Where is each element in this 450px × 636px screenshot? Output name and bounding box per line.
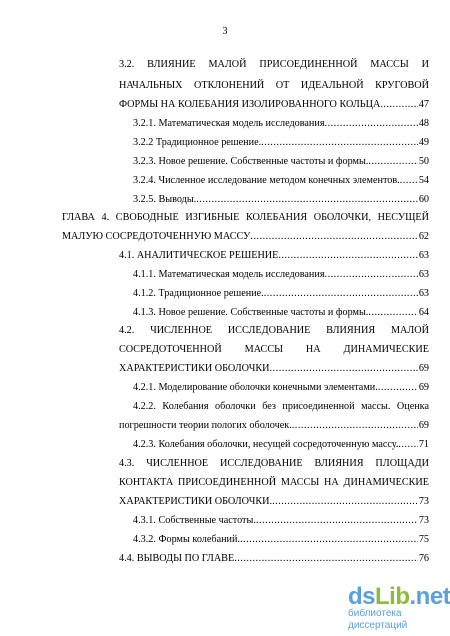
toc-heading-4-3-line1: 4.3. ЧИСЛЕННОЕ ИССЛЕДОВАНИЕ ВЛИЯНИЯ ПЛОЩАДИ	[119, 458, 429, 469]
toc-entry-title: 3.2.4. Численное исследование методом конечных элементов.	[133, 175, 400, 186]
toc-entry-page: 63	[418, 288, 429, 299]
leader-dots	[196, 193, 418, 206]
toc-entry-4-2[interactable]	[119, 362, 429, 375]
toc-entry-3-2-4[interactable]	[133, 174, 429, 187]
dslib-watermark[interactable]	[348, 584, 448, 632]
leader-dots	[250, 230, 417, 243]
leader-dots	[325, 268, 418, 281]
toc-entry-title: 3.2.5. Выводы.	[133, 194, 197, 205]
toc-entry-4-3[interactable]	[119, 495, 429, 508]
toc-heading-4-2-line1: 4.2. ЧИСЛЕННОЕ ИССЛЕДОВАНИЕ ВЛИЯНИЯ МАЛОЙ	[119, 325, 429, 336]
toc-entry-page: 71	[418, 439, 429, 450]
leader-dots	[270, 362, 418, 375]
toc-chapter-4-line1: ГЛАВА 4. СВОБОДНЫЕ ИЗГИБНЫЕ КОЛЕБАНИЯ ОБОЛОЧКИ, НЕСУЩЕЙ	[62, 212, 429, 223]
toc-entry-chapter-4[interactable]	[62, 230, 429, 243]
toc-entry-page: 69	[418, 382, 429, 393]
toc-entry-4-4[interactable]	[119, 552, 429, 565]
leader-dots	[378, 381, 418, 394]
toc-entry-3-2[interactable]	[119, 98, 429, 111]
leader-dots	[264, 287, 418, 300]
toc-entry-page: 76	[418, 553, 429, 564]
leader-dots	[272, 495, 418, 508]
leader-dots	[278, 249, 417, 262]
toc-entry-title: погрешности теории пологих оболочек.	[119, 420, 292, 431]
toc-entry-title: МАЛУЮ СОСРЕДОТОЧЕННУЮ МАССУ	[62, 231, 251, 242]
toc-entry-page: 54	[418, 175, 429, 186]
toc-entry-page: 47	[418, 99, 429, 110]
toc-entry-4-2-2-line1: 4.2.2. Колебания оболочки без присоединенной массы. Оценка	[133, 401, 429, 412]
dslib-logo	[348, 584, 448, 610]
toc-entry-3-2-1[interactable]	[133, 117, 429, 130]
toc-entry-title: 4.3.2. Формы колебаний.	[133, 534, 240, 545]
logo-subtitle: библиотека диссертаций	[348, 608, 408, 631]
toc-entry-title: 4.4. ВЫВОДЫ ПО ГЛАВЕ	[119, 553, 235, 564]
toc-heading-4-3-line2: КОНТАКТА ПРИСОЕДИНЕННОЙ МАССЫ НА ДИНАМИЧЕСКИЕ	[119, 477, 429, 488]
toc-entry-page: 49	[418, 137, 429, 148]
leader-dots	[234, 552, 418, 565]
toc-entry-title: 4.1.3. Новое решение. Собственные частоты и формы.	[133, 307, 369, 318]
toc-entry-title: 4.1.2. Традиционное решение.	[133, 288, 264, 299]
toc-entry-4-1-2[interactable]	[133, 287, 429, 300]
leader-dots	[400, 174, 418, 187]
toc-entry-4-1-1[interactable]	[133, 268, 429, 281]
leader-dots	[398, 438, 417, 451]
toc-entry-page: 50	[418, 156, 429, 167]
toc-entry-4-3-2[interactable]	[133, 533, 429, 546]
leader-dots	[240, 533, 418, 546]
toc-entry-title: ХАРАКТЕРИСТИКИ ОБОЛОЧКИ	[119, 363, 270, 374]
toc-entry-3-2-5[interactable]	[133, 193, 429, 206]
toc-entry-4-2-3[interactable]	[133, 438, 429, 451]
toc-entry-page: 63	[418, 250, 429, 261]
leader-dots	[256, 514, 418, 527]
toc-heading-4-2-line2: СОСРЕДОТОЧЕННОЙ МАССЫ НА ДИНАМИЧЕСКИЕ	[119, 344, 429, 355]
toc-entry-page: 73	[418, 496, 429, 507]
toc-entry-page: 63	[418, 269, 429, 280]
toc-entry-title: 4.1.1. Математическая модель исследования	[133, 269, 325, 280]
toc-entry-page: 75	[418, 534, 429, 545]
toc-entry-4-2-1[interactable]	[133, 381, 429, 394]
toc-entry-3-2-3[interactable]	[133, 155, 429, 168]
toc-entry-4-1-3[interactable]	[133, 306, 429, 319]
toc-entry-4-2-2[interactable]	[119, 419, 429, 432]
logo-part-lib: Lib	[375, 583, 410, 610]
toc-entry-page: 60	[418, 194, 429, 205]
toc-entry-page: 62	[418, 231, 429, 242]
leader-dots	[380, 98, 418, 111]
leader-dots	[261, 136, 418, 149]
toc-entry-title: 3.2.3. Новое решение. Собственные частоты и формы.	[133, 156, 369, 167]
toc-heading-3-2-line1: 3.2. ВЛИЯНИЕ МАЛОЙ ПРИСОЕДИНЕННОЙ МАССЫ И	[119, 59, 429, 70]
toc-entry-3-2-2[interactable]	[133, 136, 429, 149]
toc-entry-title: 4.2.1. Моделирование оболочки конечными элементами.	[133, 382, 378, 393]
toc-heading-3-2-line2: НАЧАЛЬНЫХ ОТКЛОНЕНИЙ ОТ ИДЕАЛЬНОЙ КРУГОВОЙ	[119, 80, 429, 91]
toc-entry-title: 3.2.1. Математическая модель исследования	[133, 118, 325, 129]
toc-entry-title: ФОРМЫ НА КОЛЕБАНИЯ ИЗОЛИРОВАННОГО КОЛЬЦА	[119, 99, 381, 110]
toc-entry-4-1[interactable]	[119, 249, 429, 262]
toc-entry-title: 4.3.1. Собственные частоты.	[133, 515, 256, 526]
toc-entry-title: ХАРАКТЕРИСТИКИ ОБОЛОЧКИ.	[119, 496, 273, 507]
toc-entry-title: 3.2.2 Традиционное решение.	[133, 137, 262, 148]
leader-dots	[368, 155, 417, 168]
toc-entry-4-3-1[interactable]	[133, 514, 429, 527]
logo-part-ds: ds	[348, 583, 376, 610]
leader-dots	[368, 306, 417, 319]
toc-entry-title: 4.1. АНАЛИТИЧЕСКОЕ РЕШЕНИЕ	[119, 250, 279, 261]
toc-entry-page: 69	[418, 363, 429, 374]
toc-entry-page: 69	[418, 420, 429, 431]
toc-entry-page: 64	[418, 307, 429, 318]
page-number: 3	[222, 26, 228, 37]
leader-dots	[325, 117, 418, 130]
leader-dots	[292, 419, 418, 432]
toc-entry-page: 73	[418, 515, 429, 526]
toc-entry-title: 4.2.3. Колебания оболочки, несущей сосредоточенную массу.	[133, 439, 399, 450]
logo-part-net: .net	[409, 583, 450, 610]
toc-entry-page: 48	[418, 118, 429, 129]
